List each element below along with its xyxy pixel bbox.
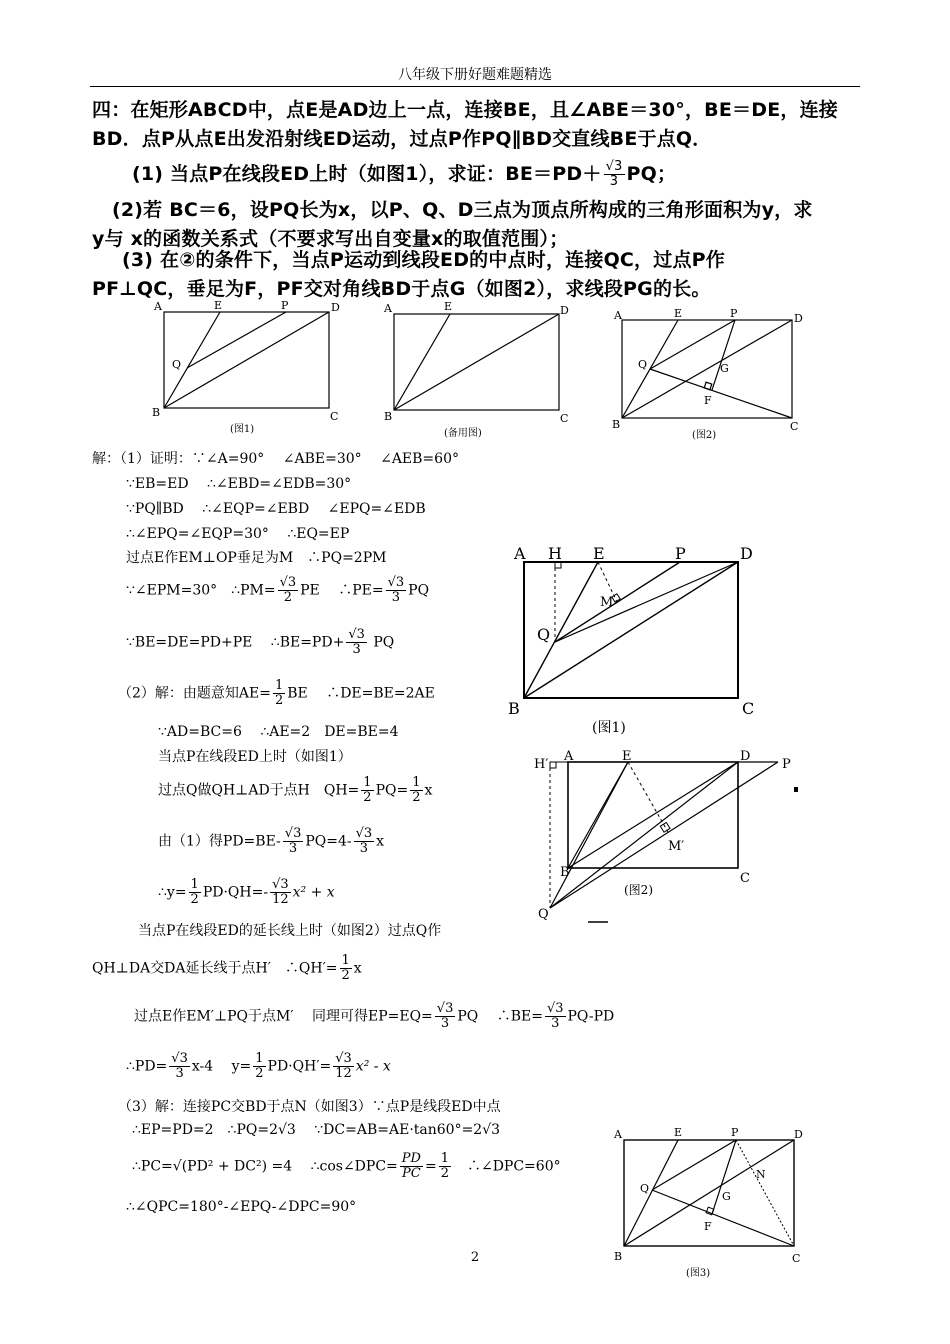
label-A: A [564, 749, 574, 764]
sol-text: 过点Q做QH⊥AD于点H QH= [158, 782, 360, 799]
sol-line-1: 解：（1）证明：∵∠A=90° ∠ABE=30° ∠AEB=60° [92, 451, 459, 467]
label-P: P [782, 757, 791, 772]
sol-line-4: ∴∠EPQ=∠EQP=30° ∴EQ=EP [126, 526, 350, 542]
label-C: C [742, 699, 755, 718]
sol-line-6 [126, 576, 429, 605]
sol-line-20 [132, 1152, 561, 1181]
sol-line-15 [92, 954, 362, 983]
frac-den: PC [402, 1166, 421, 1181]
caption-fig1: (图1) [230, 424, 255, 435]
label-E: E [674, 307, 683, 320]
label-B: B [384, 410, 393, 423]
frac-den: 3 [352, 642, 361, 657]
frac-den: 3 [288, 841, 298, 856]
frac-num: 1 [440, 1151, 449, 1166]
label-B: B [560, 865, 570, 880]
label-N: N [756, 1168, 766, 1181]
frac-den: 2 [440, 1166, 449, 1181]
frac-den: 2 [341, 968, 350, 983]
frac-den: 2 [255, 1066, 264, 1081]
sol-text: PE ∴PE= [300, 582, 384, 599]
frac-den: 12 [335, 1066, 352, 1081]
label-F: F [704, 1220, 712, 1233]
frac-num: √3 [284, 826, 302, 841]
caption-sol-fig1: (图1) [592, 720, 626, 736]
sol-text: PQ [408, 582, 430, 599]
frac-num: √3 [355, 826, 373, 841]
problem-part-2-line-1: (2)若 BC＝6，设PQ长为x，以P、Q、D三点为顶点所构成的三角形面积为y，求 [112, 199, 813, 221]
frac-den: 3 [440, 1016, 450, 1031]
part1-text: (1) 当点P在线段ED上时（如图1），求证：BE＝PD＋ [132, 163, 602, 185]
frac-den: 2 [283, 590, 292, 605]
frac-num: √3 [387, 575, 405, 590]
sol-line-17 [126, 1052, 391, 1081]
label-P: P [730, 307, 738, 320]
frac-num: 1 [255, 1051, 264, 1066]
sol-line-11 [158, 776, 432, 805]
sol-text: PQ-PD [567, 1008, 615, 1025]
sol-line-8 [118, 679, 435, 708]
sol-text: = [424, 1158, 437, 1175]
sol-line-14: 当点P在线段ED的延长线上时（如图2）过点Q作 [138, 923, 442, 939]
sol-line-21: ∴∠QPC=180°-∠EPQ-∠DPC=90° [126, 1199, 357, 1215]
frac-den: 2 [274, 693, 284, 708]
label-Q: Q [640, 1182, 650, 1195]
sol-text: ∵BE=DE=PD+PE ∴BE=PD+ [126, 634, 345, 651]
sol-line-5: 过点E作EM⊥OP垂足为M ∴PQ=2PM [126, 550, 387, 566]
sol-text: ∵∠EPM=30° ∴PM= [126, 582, 276, 599]
label-F: F [704, 394, 712, 407]
sol-text: x [424, 782, 433, 799]
frac-num: √3 [279, 575, 297, 590]
label-E: E [674, 1126, 683, 1139]
label-E: E [214, 299, 223, 312]
problem-line-1: 四：在矩形ABCD中，点E是AD边上一点，连接BE，且∠ABE＝30°，BE＝DE，连接 [92, 99, 838, 121]
label-C: C [560, 412, 569, 425]
frac-den: 2 [190, 892, 199, 907]
sol-line-3: ∵PQ∥BD ∴∠EQP=∠EBD ∠EPQ=∠EDB [126, 501, 426, 517]
label-B: B [612, 418, 621, 431]
page-header: 八年级下册好题难题精选 [398, 67, 552, 83]
label-Mp: M′ [668, 839, 685, 854]
frac-den: 12 [272, 892, 289, 907]
caption-sol-fig3: (图3) [686, 1268, 711, 1279]
label-D: D [740, 544, 753, 563]
label-E: E [622, 749, 632, 764]
header-rule [90, 86, 860, 87]
sol-text: BE ∴DE=BE=2AE [287, 685, 435, 702]
problem-line-2: BD．点P从点E出发沿射线ED运动，过点P作PQ∥BD交直线BE于点Q． [92, 128, 712, 150]
label-A: A [154, 300, 162, 313]
sol-text: 由（1）得PD=BE- [158, 833, 281, 850]
caption-fig2: (图2) [692, 430, 717, 441]
sol-text: x-4 y= [191, 1058, 252, 1075]
sol-text: ∴PD= [126, 1058, 168, 1075]
frac-num: √3 [546, 1001, 564, 1016]
sol-text: x² + x [292, 884, 335, 901]
frac-num: 1 [341, 953, 350, 968]
sol-line-19: ∴EP=PD=2 ∴PQ=2√3 ∵DC=AB=AE·tan60°=2√3 [132, 1122, 501, 1138]
frac-den: 3 [391, 590, 401, 605]
label-Q: Q [537, 625, 551, 644]
label-C: C [792, 1252, 801, 1265]
stray-mark [794, 787, 798, 792]
label-A: A [614, 309, 622, 322]
label-B: B [152, 406, 161, 419]
figure-1 [150, 298, 350, 438]
sol-text: PQ= [375, 782, 409, 799]
label-E: E [593, 544, 605, 563]
frac-num: √3 [335, 1051, 352, 1066]
sol-text: QH⊥DA交DA延长线于点H′ ∴QH′= [92, 960, 338, 977]
label-D: D [560, 304, 569, 317]
frac-num: √3 [171, 1051, 188, 1066]
label-C: C [740, 871, 750, 886]
frac-den: 3 [359, 841, 369, 856]
sol-text: ∴y= [158, 884, 187, 901]
sol-text: PQ ∴BE= [457, 1008, 543, 1025]
sol-line-9: ∵AD=BC=6 ∴AE=2 DE=BE=4 [158, 724, 399, 740]
sol-line-2: ∵EB=ED ∴∠EBD=∠EDB=30° [126, 476, 352, 492]
label-B: B [508, 699, 520, 718]
label-D: D [740, 749, 751, 764]
frac-num: √3 [436, 1001, 454, 1016]
sol-line-7 [126, 628, 394, 657]
label-P: P [675, 544, 686, 563]
label-D: D [794, 1128, 803, 1141]
frac-num: 1 [363, 775, 372, 790]
label-A: A [514, 544, 526, 563]
label-C: C [790, 420, 799, 433]
frac-num: 1 [190, 877, 199, 892]
part1-frac-den: 3 [609, 174, 619, 189]
problem-part-1 [132, 160, 676, 189]
label-G: G [720, 362, 729, 375]
caption-backup: (备用图) [444, 428, 482, 439]
frac-num: 1 [274, 678, 284, 693]
label-D: D [794, 312, 803, 325]
part1-text-end: PQ； [626, 163, 677, 185]
frac-num: PD [401, 1151, 421, 1166]
frac-num: 1 [412, 775, 421, 790]
label-P: P [281, 299, 289, 312]
label-P: P [731, 1126, 739, 1139]
label-B: B [614, 1250, 623, 1263]
figure-backup [378, 298, 583, 443]
frac-den: 2 [363, 790, 372, 805]
sol-text: x [376, 833, 385, 850]
part1-frac-num: √3 [605, 159, 623, 174]
frac-num: √3 [348, 627, 365, 642]
sol-text: （2）解：由题意知AE= [118, 685, 271, 702]
sol-text: PQ [368, 634, 395, 651]
caption-sol-fig2: (图2) [624, 883, 653, 897]
label-C: C [330, 410, 339, 423]
label-D: D [331, 301, 340, 314]
label-Q: Q [638, 358, 648, 371]
label-E: E [444, 300, 453, 313]
problem-part-3-line-1: (3) 在②的条件下，当点P运动到线段ED的中点时，连接QC，过点P作 [122, 249, 725, 271]
solution-figure-1 [500, 540, 770, 740]
sol-line-10: 当点P在线段ED上时（如图1） [158, 749, 352, 765]
sol-text: x [353, 960, 362, 977]
frac-den: 2 [412, 790, 421, 805]
page-number: 2 [470, 1250, 480, 1265]
figure-2 [608, 306, 808, 446]
solution-figure-2 [528, 748, 818, 928]
label-A: A [384, 302, 392, 315]
label-A: A [614, 1128, 622, 1141]
frac-num: √3 [272, 877, 289, 892]
sol-line-16 [134, 1002, 614, 1031]
label-H: H [548, 544, 562, 563]
label-Hp: H′ [534, 757, 549, 772]
sol-text: PD·QH=- [202, 884, 269, 901]
label-M: M [600, 595, 614, 610]
label-Q: Q [538, 907, 549, 922]
problem-part-3-line-2: PF⊥QC，垂足为F，PF交对角线BD于点G（如图2），求线段PG的长。 [92, 278, 711, 300]
sol-text: 过点E作EM′⊥PQ于点M′ 同理可得EP=EQ= [134, 1008, 433, 1025]
sol-text: PQ=4- [305, 833, 352, 850]
sol-line-18: （3）解：连接PC交BD于点N（如图3）∵点P是线段ED中点 [118, 1099, 501, 1115]
sol-line-12 [158, 827, 384, 856]
sol-text: ∴PC=√(PD² + DC²) =4 ∴cos∠DPC= [132, 1158, 398, 1175]
label-Q: Q [172, 358, 182, 371]
frac-den: 3 [175, 1066, 184, 1081]
sol-text: ∴∠DPC=60° [452, 1158, 561, 1175]
frac-den: 3 [551, 1016, 560, 1031]
sol-text: x² - x [355, 1058, 391, 1075]
label-G: G [722, 1190, 731, 1203]
problem-part-2-line-2: y与 x的函数关系式（不要求写出自变量x的取值范围）； [92, 228, 569, 250]
sol-line-13 [158, 878, 335, 907]
sol-text: PD·QH′= [267, 1058, 332, 1075]
